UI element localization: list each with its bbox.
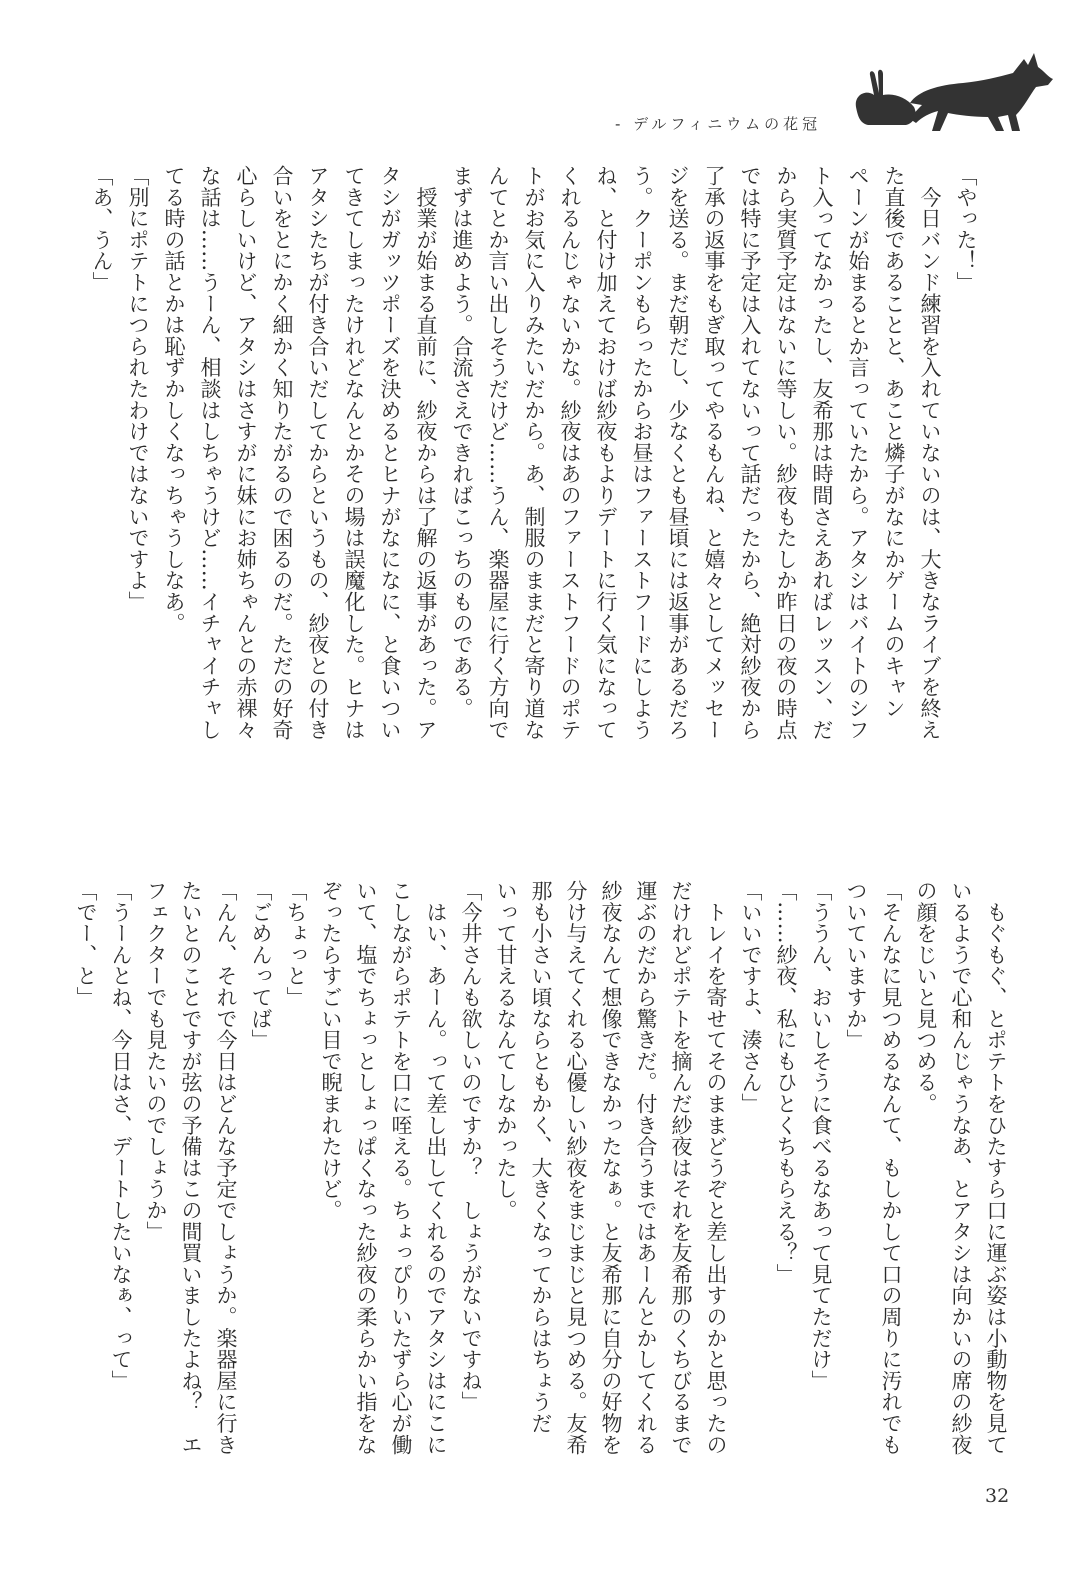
text-line: 「やった！」 [954,165,978,293]
text-line: 「ごめんってば」 [249,880,273,1051]
text-line: 「んん、それで今日はどんな予定でしょうか。楽器屋に行き [214,880,238,1456]
text-line: 「うーんとね、今日はさ、デートしたいなぁ、って」 [109,880,133,1392]
text-line: たいとのことですが弦の予備はこの間買いましたよね？ エ [179,880,203,1456]
text-line: んてとか言い出しそうだけど……うん、楽器屋に行く方向で [486,165,510,741]
text-line: では特に予定は入れてないって話だったから、絶対紗夜から [738,165,762,741]
text-line: 合いをとにかく細かく知りたがるので困るのだ。ただの好奇 [270,165,294,741]
text-line: 「今井さんも欲しいのですか？ しょうがないですね」 [459,880,483,1413]
text-line: 「ううん、おいしそうに食べるなあって見てただけ」 [809,880,833,1392]
text-line: 分け与えてくれる心優しい紗夜をまじまじと見つめる。友希 [564,880,588,1456]
text-line: 「いいですよ、湊さん」 [739,880,763,1115]
text-line: ペーンが始まるとか言っていたから。アタシはバイトのシフ [846,165,870,741]
text-line: 「でー、と」 [74,880,98,1008]
text-line: 了承の返事をもぎ取ってやるもんね、と嬉々としてメッセー [702,165,726,741]
text-line: 授業が始まる直前に、紗夜からは了解の返事があった。ア [414,165,438,741]
rabbit-icon [856,70,916,125]
text-line: まずは進めよう。合流さえできればこっちのものである。 [450,165,474,719]
text-line: 心らしいけど、アタシはさすがに妹にお姉ちゃんとの赤裸々 [234,165,258,741]
text-line: いて、塩でちょっとしょっぱくなった紗夜の柔らかい指をな [354,880,378,1456]
text-line: トレイを寄せてそのままどうぞと差し出すのかと思ったの [704,880,728,1456]
text-line: ついていますか」 [844,880,868,1051]
text-line: くれるんじゃないかな。紗夜はあのファーストフードのポテ [558,165,582,741]
text-line: の顔をじいと見つめる。 [914,880,938,1115]
text-line: ね、と付け加えておけば紗夜もよりデートに行く気になって [594,165,618,741]
text-line: いるようで心和んじゃうなあ、とアタシは向かいの席の紗夜 [949,880,973,1456]
text-line: いって甘えるなんてしなかったし。 [494,880,518,1221]
text-line: 「ちょっと」 [284,880,308,1008]
text-line: 紗夜なんて想像できなかったなぁ。と友希那に自分の好物を [599,880,623,1456]
text-line: た直後であることと、あこと燐子がなにかゲームのキャン [882,165,906,719]
text-line: こしながらポテトを口に咥える。ちょっぴりいたずら心が働 [389,880,413,1456]
text-line: う。クーポンもらったからお昼はファーストフードにしよう [630,165,654,741]
text-line: タシがガッツポーズを決めるとヒナがなになに、と食いつい [378,165,402,741]
text-line: 「……紗夜、私にもひとくちもらえる？」 [774,880,798,1285]
text-block-lower [68,880,1013,1456]
text-line: 「別にポテトにつられたわけではないですよ」 [126,165,150,613]
text-line: てきてしまったけれどなんとかその場は誤魔化した。ヒナは [342,165,366,741]
text-line: はい、あーん。って差し出してくれるのでアタシはにこに [424,880,448,1456]
text-line: アタシたちが付き合いだしてからというもの、紗夜との付き [306,165,330,741]
text-line: もぐもぐ、とポテトをひたすら口に運ぶ姿は小動物を見て [984,880,1008,1456]
text-line: フェクターでも見たいのでしょうか」 [144,880,168,1243]
text-line: 那も小さい頃ならともかく、大きくなってからはちょうだ [529,880,553,1434]
running-title: - デルフィニウムの花冠 [615,115,822,133]
text-line: から実質予定はないに等しい。紗夜もたしか昨日の夜の時点 [774,165,798,741]
text-line: な話は……うーん、相談はしちゃうけど……イチャイチャし [198,165,222,741]
text-line: 「あ、うん」 [90,165,114,293]
text-line: ジを送る。まだ朝だし、少なくとも昼頃には返事があるだろ [666,165,690,741]
text-line: 今日バンド練習を入れていないのは、大きなライブを終え [918,165,942,741]
text-line: ト入ってなかったし、友希那は時間さえあればレッスン、だ [810,165,834,741]
text-line: てる時の話とかは恥ずかしくなっちゃうしなあ。 [162,165,186,634]
text-line: 「そんなに見つめるなんて、もしかして口の周りに汚れでも [879,880,903,1456]
text-line: だけれどポテトを摘んだ紗夜はそれを友希那のくちびるまで [669,880,693,1456]
text-line: トがお気に入りみたいだから。あ、制服のままだと寄り道な [522,165,546,741]
rabbit-and-wolf-illustration [848,45,1058,135]
wolf-icon [910,53,1053,131]
text-block-upper [84,165,984,765]
text-line: ぞったらすごい目で睨まれたけど。 [319,880,343,1221]
text-line: 運ぶのだから驚きだ。付き合うまではあーんとかしてくれる [634,880,658,1456]
page-number: 32 [985,1485,1010,1507]
